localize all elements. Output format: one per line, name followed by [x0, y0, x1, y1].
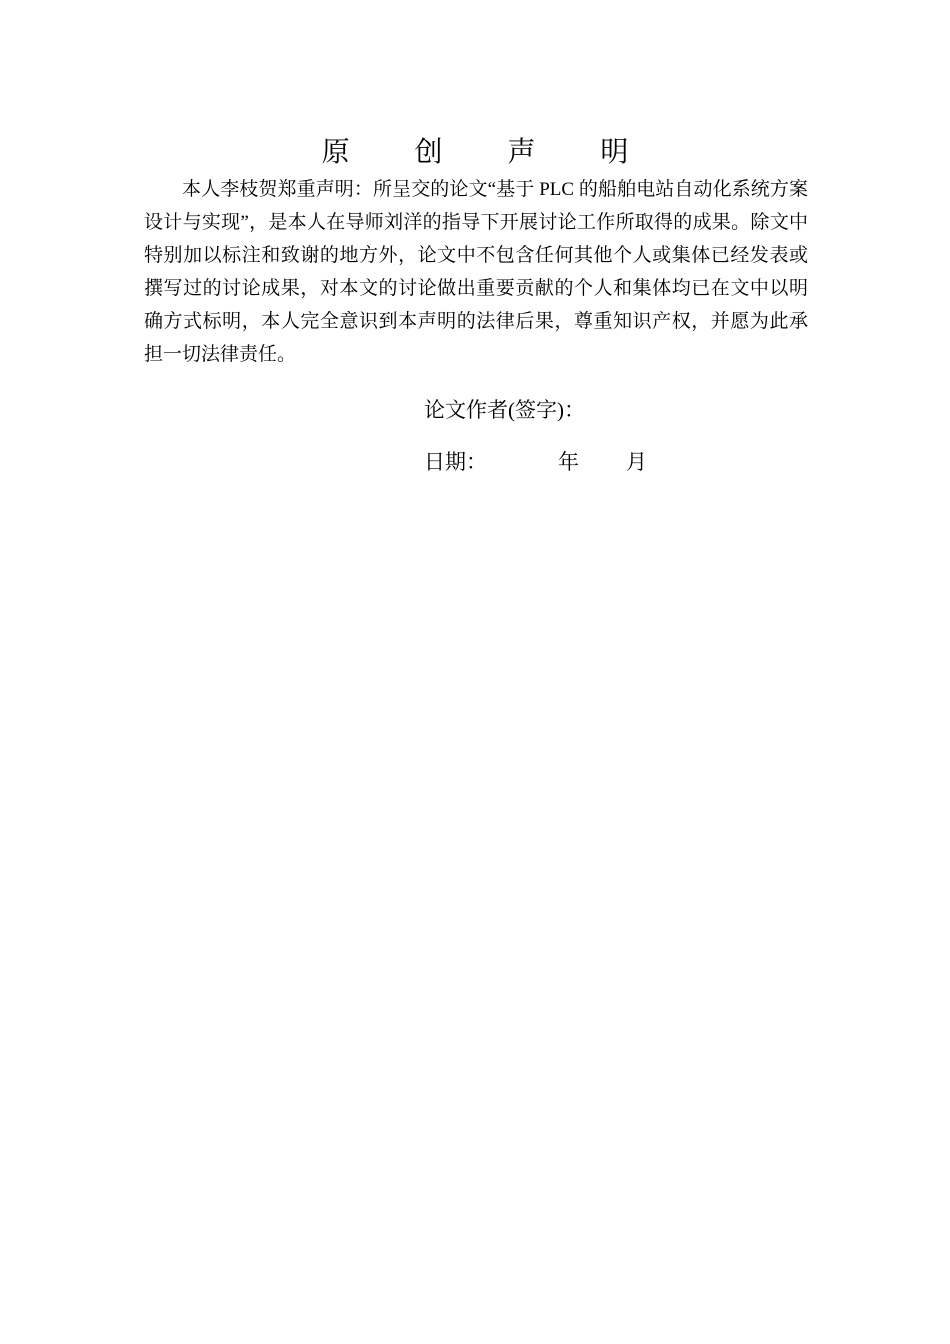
signature-block — [424, 392, 647, 480]
declaration-paragraph: 本人李枝贺郑重声明：所呈交的论文“基于 PLC 的船舶电站自动化系统方案设计与实现”，是本人在导师刘洋的指导下开展讨论工作所取得的成果。除文中特别加以标注和致谢的地方外，论文中不包含任何其他个人或集体已经发表或撰写过的讨论成果，对本文的讨论做出重要贡献的个人和集体均已在文中以明确方式标明，本人完全意识到本声明的法律后果，尊重知识产权，并愿为此承担一切法律责任。 — [144, 179, 808, 365]
author-signature-line — [424, 392, 647, 428]
date-label: 日期： — [424, 450, 487, 474]
page-title: 原 创 声 明 — [321, 135, 657, 168]
year-label: 年 — [558, 450, 579, 474]
signature-label: 论文作者(签字)： — [424, 398, 585, 422]
date-line — [424, 444, 647, 480]
month-label: 月 — [626, 450, 647, 474]
